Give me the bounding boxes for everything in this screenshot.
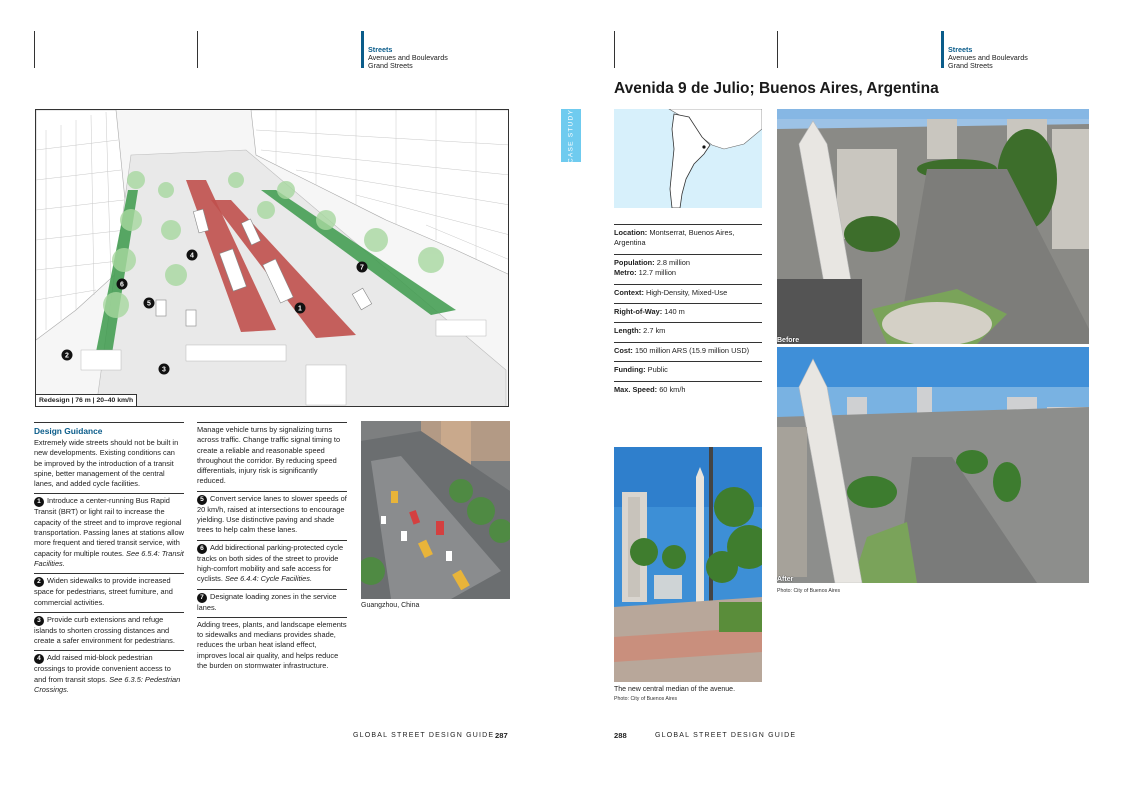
guidance-item-text: Convert service lanes to slower speeds of 20 km/h, raised at intersections to encourage yielding. Use distinctive paving and shade trees to help calm these lanes. xyxy=(197,493,347,535)
fact-right-of-way xyxy=(614,303,762,322)
number-badge: 1 xyxy=(34,497,44,507)
fact-label: Funding: xyxy=(614,365,646,375)
footer-right-title: GLOBAL STREET DESIGN GUIDE xyxy=(655,732,797,739)
header-accent-bar-right xyxy=(941,31,944,68)
median-photo xyxy=(614,447,762,682)
fact-value: 60 km/h xyxy=(659,384,686,394)
guidance-item-ref[interactable]: See 6.3.5: Pedestrian Crossings. xyxy=(34,674,181,695)
fact-value: 140 m xyxy=(664,307,685,317)
fact-location xyxy=(614,224,762,254)
design-guidance-title: Design Guidance xyxy=(34,426,103,436)
header-line3: Grand Streets xyxy=(368,61,413,71)
number-badge: 4 xyxy=(34,654,44,664)
divider xyxy=(34,422,184,423)
median-caption: The new central median of the avenue. xyxy=(614,686,736,693)
header-rule-3 xyxy=(614,31,615,68)
fact-sheet xyxy=(614,224,762,400)
fact-label: Context: xyxy=(614,287,644,297)
number-badge: 2 xyxy=(34,577,44,587)
fact-max-speed xyxy=(614,381,762,400)
marker-5: 5 xyxy=(147,300,151,308)
header-accent-bar-left xyxy=(361,31,364,68)
street-diagram-illustration xyxy=(36,110,509,407)
fact-label: Right-of-Way: xyxy=(614,307,663,317)
median-photo-image xyxy=(614,447,762,682)
marker-2: 2 xyxy=(65,352,69,360)
fact-value: Montserrat, Buenos Aires, Argentina xyxy=(614,228,735,248)
marker-3: 3 xyxy=(162,366,166,374)
footer-left-title: GLOBAL STREET DESIGN GUIDE xyxy=(353,732,495,739)
case-study-label: CASE STUDY xyxy=(567,108,575,163)
guidance-item-1 xyxy=(34,494,184,569)
guangzhou-caption: Guangzhou, China xyxy=(361,602,420,609)
header-right xyxy=(948,46,1028,71)
header-left xyxy=(368,46,448,71)
marker-4: 4 xyxy=(190,252,194,260)
guidance-item-text: Widen sidewalks to provide increased space for pedestrians, street furniture, and commercial activities. xyxy=(34,576,173,607)
fact-label: Metro: xyxy=(614,268,637,278)
street-diagram xyxy=(35,109,509,407)
guangzhou-photo xyxy=(361,421,510,599)
fact-length xyxy=(614,322,762,341)
header-rule-4 xyxy=(777,31,778,68)
fact-label: Max. Speed: xyxy=(614,384,658,394)
fact-value: 150 million ARS (15.9 million USD) xyxy=(634,345,750,355)
fact-label: Location: xyxy=(614,228,648,237)
guidance-item-3 xyxy=(34,613,184,647)
header-rule-1 xyxy=(34,31,35,68)
guidance-col2-intro: Manage vehicle turns by signalizing turns across traffic. Change traffic signal timing to create a reliable and reasonable speed throughout the corridor. By reducing speed differentials, injury risk is significantly reduced. xyxy=(197,425,341,486)
fact-value: High-Density, Mixed-Use xyxy=(646,287,728,297)
header-category-right[interactable]: Streets xyxy=(948,45,973,54)
guidance-item-text: Introduce a center-running Bus Rapid Transit (BRT) or light rail to increase the capacity of the street and to improve regional transportation. Passing lanes at stations allow more frequent and tiered transit service, with capacity for multiple routes. xyxy=(34,496,184,558)
guidance-item-text: Add raised mid-block pedestrian crossings to provide convenient access to and from transit stops. xyxy=(34,653,171,684)
design-guidance-col2 xyxy=(197,422,347,671)
guidance-item-2 xyxy=(34,574,184,608)
number-badge: 3 xyxy=(34,616,44,626)
marker-1: 1 xyxy=(298,305,302,313)
before-photo-image xyxy=(777,109,1089,344)
header-line3-right: Grand Streets xyxy=(948,61,993,71)
header-rule-2 xyxy=(197,31,198,68)
before-photo xyxy=(777,109,1089,344)
guidance-item-text: Add bidirectional parking-protected cycle tracks on both sides of the street to provide high-comfort mobility and safe access for cyclists. xyxy=(197,542,344,584)
fact-label: Cost: xyxy=(614,345,633,355)
fact-value: 2.8 million xyxy=(656,257,690,267)
after-photo xyxy=(777,347,1089,583)
header-category[interactable]: Streets xyxy=(368,45,393,54)
footer-left-page-number: 287 xyxy=(495,731,508,740)
marker-7: 7 xyxy=(360,264,364,272)
guidance-item-text: Provide curb extensions and refuge islands to shorten crossing distances and create a safer environment for pedestrians. xyxy=(34,614,175,646)
guidance-item-7 xyxy=(197,590,347,613)
after-photo-image xyxy=(777,347,1089,583)
guidance-item-4 xyxy=(34,651,184,695)
guidance-item-ref[interactable]: See 6.5.4: Transit Facilities. xyxy=(34,548,184,568)
median-credit: Photo: City of Buenos Aires xyxy=(614,696,678,702)
guidance-item-5 xyxy=(197,492,347,536)
number-badge: 6 xyxy=(197,544,207,554)
fact-funding xyxy=(614,361,762,380)
fact-context xyxy=(614,284,762,303)
footer-right-page-number: 288 xyxy=(614,731,627,740)
guidance-item-text: Designate loading zones in the service lanes. xyxy=(197,591,337,612)
header-line2: Avenues and Boulevards xyxy=(368,53,448,63)
diagram-caption xyxy=(36,394,137,406)
page-title: Avenida 9 de Julio; Buenos Aires, Argentina xyxy=(614,80,939,97)
fact-cost xyxy=(614,342,762,361)
fact-population xyxy=(614,254,762,284)
header-line2-right: Avenues and Boulevards xyxy=(948,53,1028,63)
after-label: After xyxy=(777,576,794,583)
number-badge: 5 xyxy=(197,495,207,505)
guidance-col2-outro: Adding trees, plants, and landscape elements to sidewalks and medians provides shade, reduces the urban heat island effect, improves local air quality, and helps reduce the burden on stormwater infrastructure. xyxy=(197,619,347,671)
after-credit: Photo: City of Buenos Aires xyxy=(777,588,841,594)
diagram-caption-text: Redesign | 76 m | 20–40 km/h xyxy=(39,397,134,404)
design-guidance-intro: Extremely wide streets should not be built in new developments. Existing conditions can be improved by the introduction of a transit spine, better management of the central lanes, and added cycle facilities. xyxy=(34,438,179,489)
argentina-map-icon xyxy=(614,109,762,208)
guidance-item-6 xyxy=(197,541,347,585)
fact-value: Public xyxy=(647,365,668,375)
number-badge: 7 xyxy=(197,593,207,603)
case-study-tab xyxy=(561,109,581,162)
marker-6: 6 xyxy=(120,281,124,289)
fact-label: Population: xyxy=(614,257,655,267)
location-map xyxy=(614,109,762,208)
guangzhou-photo-image xyxy=(361,421,510,599)
fact-value: 2.7 km xyxy=(643,326,666,336)
before-label: Before xyxy=(777,337,800,344)
guidance-item-ref[interactable]: See 6.4.4: Cycle Facilities. xyxy=(224,574,313,584)
fact-label: Length: xyxy=(614,326,642,336)
fact-value: 12.7 million xyxy=(638,268,677,278)
design-guidance-col1 xyxy=(34,422,184,695)
